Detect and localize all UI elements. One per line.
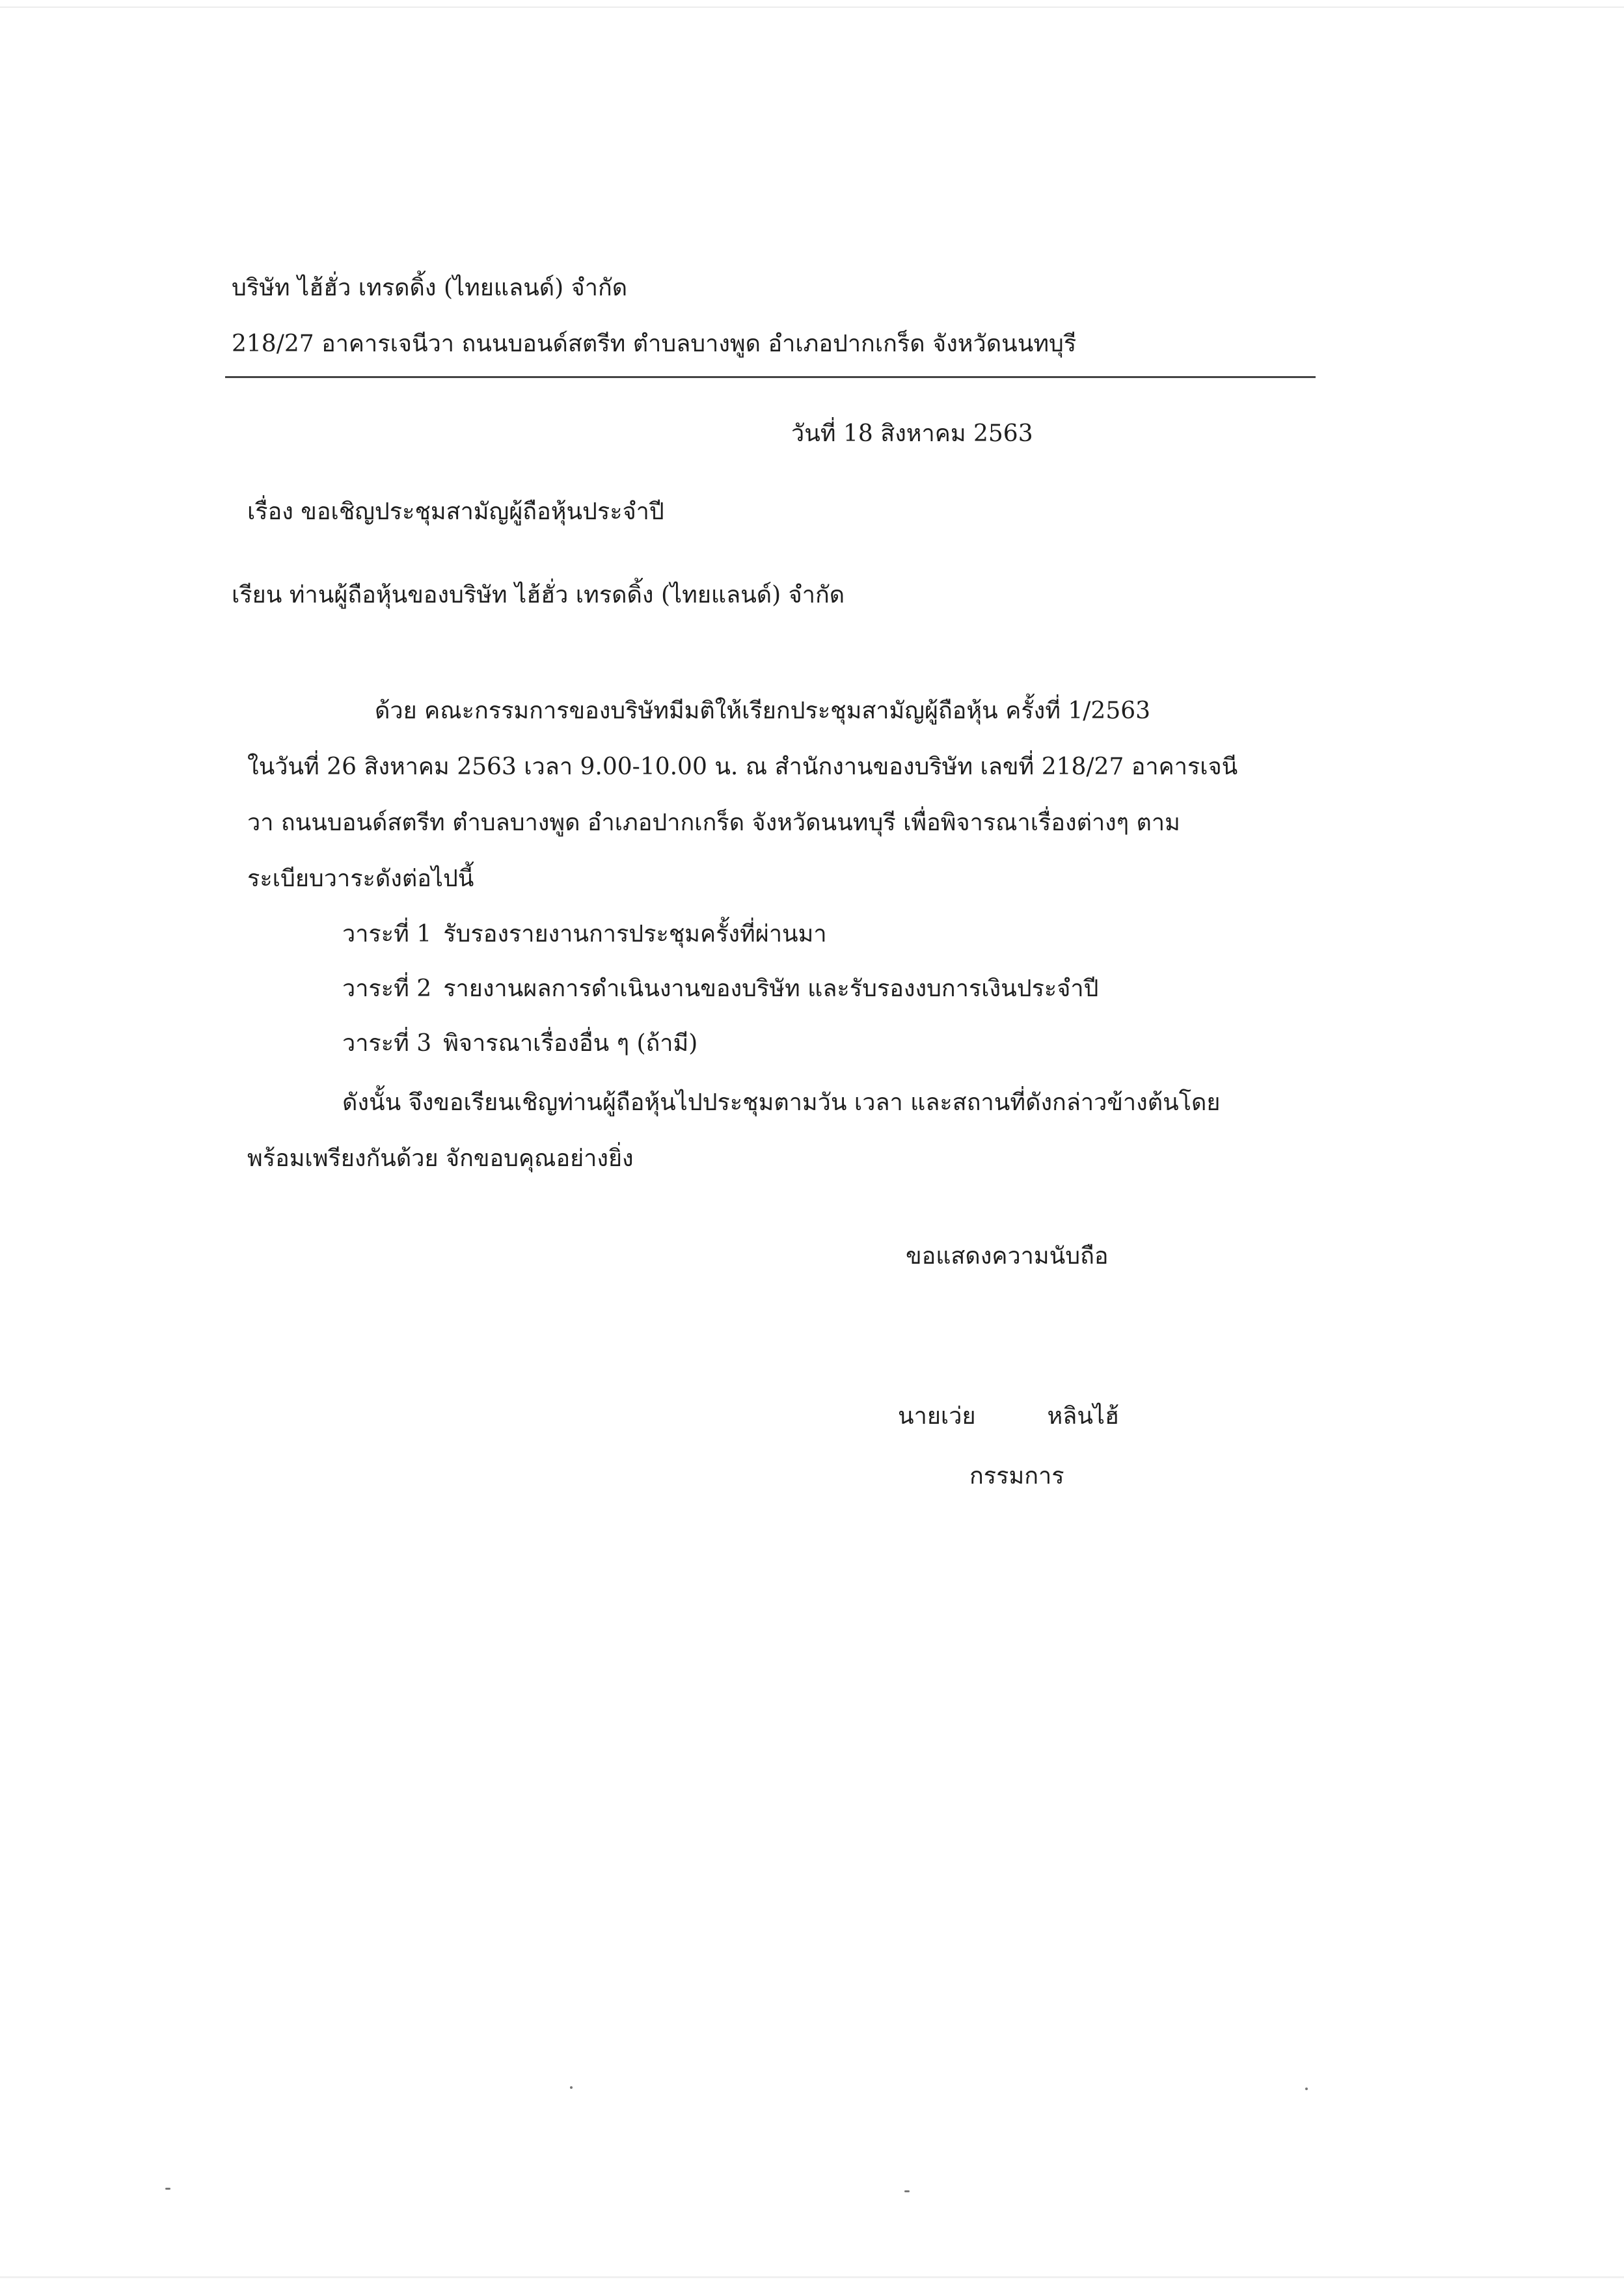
letter-salutation: เรียน ท่านผู้ถือหุ้นของบริษัท ไฮ้ฮั่ว เทรดดิ้ง (ไทยแลนด์) จำกัด	[232, 582, 845, 608]
signatory-last-name: หลินไฮ้	[1047, 1403, 1120, 1430]
letter-subject: เรื่อง ขอเชิญประชุมสามัญผู้ถือหุ้นประจำปี	[247, 498, 664, 525]
closing-phrase: ขอแสดงความนับถือ	[906, 1243, 1109, 1270]
paragraph-line: วา ถนนบอนด์สตรีท ตำบลบางพูด อำเภอปากเกร็ด จังหวัดนนทบุรี เพื่อพิจารณาเรื่องต่างๆ ตาม	[247, 810, 1180, 836]
paragraph-line: ดังนั้น จึงขอเรียนเชิญท่านผู้ถือหุ้นไปประชุมตามวัน เวลา และสถานที่ดังกล่าวข้างต้นโดย	[342, 1089, 1221, 1116]
agenda-item	[342, 962, 1098, 1016]
paragraph-line: ในวันที่ 26 สิงหาคม 2563 เวลา 9.00-10.00 น. ณ สำนักงานของบริษัท เลขที่ 218/27 อาคารเจนี	[247, 754, 1238, 780]
scan-bottom-edge	[0, 2276, 1624, 2278]
signatory-first-name: นายเว่ย	[898, 1403, 976, 1430]
scan-top-edge	[0, 7, 1624, 8]
company-address: 218/27 อาคารเจนีวา ถนนบอนด์สตรีท ตำบลบางพูด อำเภอปากเกร็ด จังหวัดนนทบุรี	[232, 331, 1077, 357]
scan-speck	[570, 2086, 573, 2089]
agenda-text: รายงานผลการดำเนินงานของบริษัท และรับรองงบการเงินประจำปี	[443, 975, 1099, 1002]
agenda-item	[342, 907, 1098, 962]
scan-speck	[165, 2188, 170, 2190]
body-paragraph-2	[247, 1075, 1314, 1187]
paragraph-line: ด้วย คณะกรรมการของบริษัทมีมติให้เรียกประชุมสามัญผู้ถือหุ้น ครั้งที่ 1/2563	[375, 698, 1151, 724]
agenda-text: พิจารณาเรื่องอื่น ๆ (ถ้ามี)	[443, 1030, 698, 1057]
signatory-title: กรรมการ	[969, 1463, 1064, 1490]
agenda-item	[342, 1016, 1098, 1071]
company-name: บริษัท ไฮ้ฮั่ว เทรดดิ้ง (ไทยแลนด์) จำกัด	[232, 275, 628, 301]
scan-speck	[904, 2190, 910, 2192]
body-paragraph-1	[247, 683, 1314, 907]
signatory-name	[898, 1400, 1119, 1433]
agenda-number: วาระที่ 1	[342, 921, 432, 947]
agenda-number: วาระที่ 3	[342, 1030, 432, 1057]
agenda-number: วาระที่ 2	[342, 975, 432, 1002]
paragraph-line: ระเบียบวาระดังต่อไปนี้	[247, 865, 474, 892]
scan-speck	[1305, 2088, 1308, 2090]
agenda-list	[342, 907, 1098, 1071]
header-divider	[225, 376, 1316, 378]
agenda-text: รับรองรายงานการประชุมครั้งที่ผ่านมา	[443, 921, 827, 947]
paragraph-line: พร้อมเพรียงกันด้วย จักขอบคุณอย่างยิ่ง	[247, 1145, 634, 1172]
letter-date: วันที่ 18 สิงหาคม 2563	[791, 420, 1033, 447]
